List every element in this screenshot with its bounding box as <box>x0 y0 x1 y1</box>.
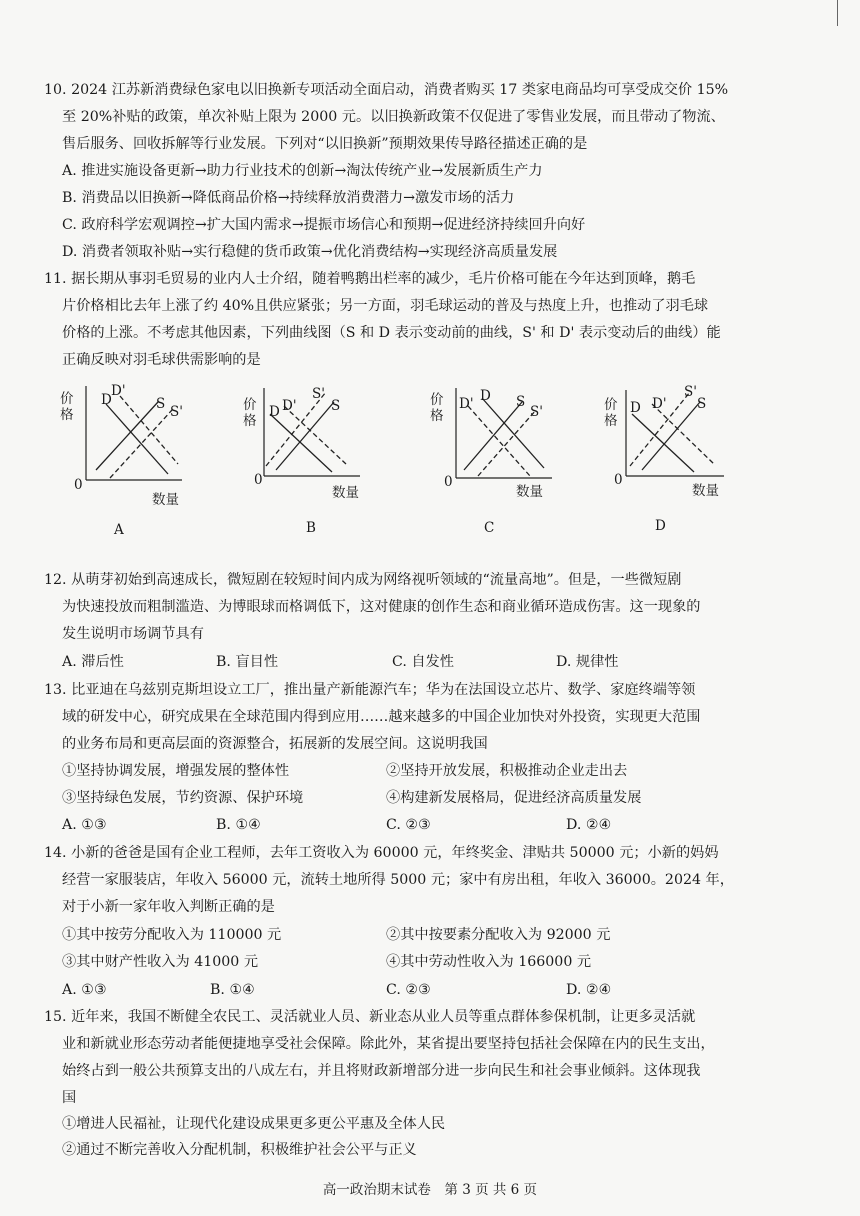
graph-b-label-s-prime: S' <box>312 386 325 402</box>
q12-option-d: D. 规律性 <box>556 654 619 670</box>
graph-b-label-d-prime: D' <box>282 398 297 414</box>
q13-statement-1: ①坚持协调发展，增强发展的整体性 <box>62 763 290 779</box>
q10-option-b: B. 消费品以旧换新→降低商品价格→持续释放消费潜力→激发市场的活力 <box>62 190 515 206</box>
q10-option-a: A. 推进实施设备更新→助力行业技术的创新→淘汰传统产业→发展新质生产力 <box>62 163 543 179</box>
q13-statement-2: ②坚持开放发展，积极推动企业走出去 <box>386 763 628 779</box>
q14-option-c: C. ②③ <box>386 982 431 998</box>
q14-stem-line-2: 经营一家服装店，年收入 56000 元，流转土地所得 5000 元；家中有房出租，年收入 36000。2024 年， <box>62 872 734 888</box>
scan-edge-mark <box>837 0 838 26</box>
q14-statement-4: ④其中劳动性收入为 166000 元 <box>386 954 592 970</box>
graph-c-label-s: S <box>516 394 526 410</box>
graph-b-label-s: S <box>331 398 341 414</box>
graph-c-curve-s <box>464 402 522 470</box>
graph-d-label-d-prime: D' <box>652 396 667 412</box>
q11-stem-line-3: 价格的上涨。不考虑其他因素，下列曲线图（S 和 D 表示变动前的曲线，S' 和 D' 表示变动后的曲线）能 <box>62 325 721 341</box>
q11-stem-line-4: 正确反映对羽毛球供需影响的是 <box>62 352 261 368</box>
q12-stem-line-1: 12. 从萌芽初始到高速成长，微短剧在较短时间内成为网络视听领域的“流量高地”。但是，一些微短剧 <box>44 572 682 588</box>
q11-stem-line-2: 片价格相比去年上涨了约 40%且供应紧张；另一方面，羽毛球运动的普及与热度上升，也推动了羽毛球 <box>62 298 709 314</box>
q12-stem-line-3: 发生说明市场调节具有 <box>62 626 204 642</box>
q14-stem-line-1: 14. 小新的爸爸是国有企业工程师，去年工资收入为 60000 元，年终奖金、津贴共 50000 元；小新的妈妈 <box>44 845 719 861</box>
graph-d-x-axis-label: 数量 <box>692 483 719 499</box>
q10-stem-line-3: 售后服务、回收拆解等行业发展。下列对“以旧换新”预期效果传导路径描述正确的是 <box>62 136 588 152</box>
q12-option-c: C. 自发性 <box>392 654 454 670</box>
graph-b-origin: 0 <box>254 472 263 488</box>
graph-b-name: B <box>306 520 316 536</box>
q13-stem-line-1: 13. 比亚迪在乌兹别克斯坦设立工厂，推出量产新能源汽车；华为在法国设立芯片、数学、家庭终端等领 <box>44 682 696 698</box>
graph-c-origin: 0 <box>444 474 453 490</box>
graph-a-x-axis-label: 数量 <box>152 492 179 508</box>
graph-c-label-s-prime: S' <box>530 404 543 420</box>
graph-c-x-axis-label: 数量 <box>516 484 543 500</box>
q10-stem-line-2: 至 20%补贴的政策，单次补贴上限为 2000 元。以旧换新政策不仅促进了零售业发展，而且带动了物流、 <box>62 109 725 125</box>
graph-c-label-d: D <box>480 388 491 404</box>
q10-option-d: D. 消费者领取补贴→实行稳健的货币政策→优化消费结构→实现经济高质量发展 <box>62 244 558 260</box>
graph-d-curve-d-prime <box>652 404 714 464</box>
q13-option-c: C. ②③ <box>386 817 431 833</box>
q13-stem-line-3: 的业务布局和更高层面的资源整合，拓展新的发展空间。这说明我国 <box>62 736 488 752</box>
q13-option-b: B. ①④ <box>216 817 261 833</box>
graph-b-y-axis-label: 价格 <box>243 397 257 429</box>
graph-d-label-s: S <box>697 396 707 412</box>
q12-stem-line-2: 为快速投放而粗制滥造、为博眼球而格调低下，这对健康的创作生态和商业循环造成伤害。这一现象的 <box>62 599 701 615</box>
q12-option-b: B. 盲目性 <box>216 654 279 670</box>
graph-d-name: D <box>655 518 666 534</box>
q15-stem-line-4: 国 <box>62 1090 77 1106</box>
q14-option-b: B. ①④ <box>210 982 255 998</box>
q12-option-a: A. 滞后性 <box>62 654 124 670</box>
graph-a-label-d: D <box>101 392 112 408</box>
graph-d-origin: 0 <box>614 472 623 488</box>
graph-a-origin: 0 <box>74 477 83 493</box>
q14-option-a: A. ①③ <box>62 982 107 998</box>
q14-stem-line-3: 对于小新一家年收入判断正确的是 <box>62 899 275 915</box>
graph-d-y-axis-label: 价格 <box>604 397 618 429</box>
q13-statement-4: ④构建新发展格局，促进经济高质量发展 <box>386 790 642 806</box>
q10-option-c: C. 政府科学宏观调控→扩大国内需求→提振市场信心和预期→促进经济持续回升向好 <box>62 217 586 233</box>
graph-c-label-d-prime: D' <box>459 396 474 412</box>
q13-option-d: D. ②④ <box>566 817 612 833</box>
graph-b-x-axis-label: 数量 <box>332 485 359 501</box>
graph-d-label-d: D <box>630 400 641 416</box>
graph-b-label-d: D <box>269 404 280 420</box>
q15-statement-1: ①增进人民福祉，让现代化建设成果更多更公平惠及全体人民 <box>62 1116 446 1132</box>
graph-d-curve-d <box>632 414 694 472</box>
graph-a <box>70 380 220 500</box>
q10-stem-line-1: 10. 2024 江苏新消费绿色家电以旧换新专项活动全面启动，消费者购买 17 类家电商品均可享受成交价 15% <box>44 82 729 98</box>
q13-statement-3: ③坚持绿色发展，节约资源、保护环境 <box>62 790 304 806</box>
q14-statement-3: ③其中财产性收入为 41000 元 <box>62 954 259 970</box>
page-footer: 高一政治期末试卷 第 3 页 共 6 页 <box>322 1182 538 1198</box>
graph-c-y-axis-label: 价格 <box>430 392 444 424</box>
q15-statement-2: ②通过不断完善收入分配机制，积极维护社会公平与正义 <box>62 1142 417 1158</box>
q14-option-d: D. ②④ <box>566 982 612 998</box>
q13-stem-line-2: 域的研发中心，研究成果在全球范围内得到应用……越来越多的中国企业加快对外投资，实现更大范围 <box>62 709 701 725</box>
graph-a-label-d-prime: D' <box>111 383 126 399</box>
q14-statement-2: ②其中按要素分配收入为 92000 元 <box>386 927 611 943</box>
graph-a-label-s-prime: S' <box>170 404 183 420</box>
q13-option-a: A. ①③ <box>62 817 107 833</box>
graph-d-label-s-prime: S' <box>684 384 697 400</box>
q15-stem-line-2: 业和新就业形态劳动者能便捷地享受社会保障。除此外，某省提出要坚持包括社会保障在内的民生支出， <box>62 1036 715 1052</box>
graph-a-label-s: S <box>156 396 166 412</box>
q15-stem-line-3: 始终占到一般公共预算支出的八成左右，并且将财政新增部分进一步向民生和社会事业倾斜。这体现我 <box>62 1063 701 1079</box>
graph-a-name: A <box>114 522 124 538</box>
graph-d-curve-s <box>642 402 700 470</box>
q11-stem-line-1: 11. 据长期从事羽毛贸易的业内人士介绍，随着鸭鹅出栏率的减少，毛片价格可能在今年达到顶峰，鹅毛 <box>44 271 696 287</box>
q14-statement-1: ①其中按劳分配收入为 110000 元 <box>62 927 282 943</box>
graph-a-curve-d <box>106 404 168 474</box>
graph-a-y-axis-label: 价格 <box>60 391 74 423</box>
graph-b <box>250 380 400 500</box>
q15-stem-line-1: 15. 近年来，我国不断健全农民工、灵活就业人员、新业态从业人员等重点群体参保机制，让更多灵活就 <box>44 1009 696 1025</box>
graph-b-curve-d <box>270 414 332 472</box>
graph-c-name: C <box>484 520 495 536</box>
